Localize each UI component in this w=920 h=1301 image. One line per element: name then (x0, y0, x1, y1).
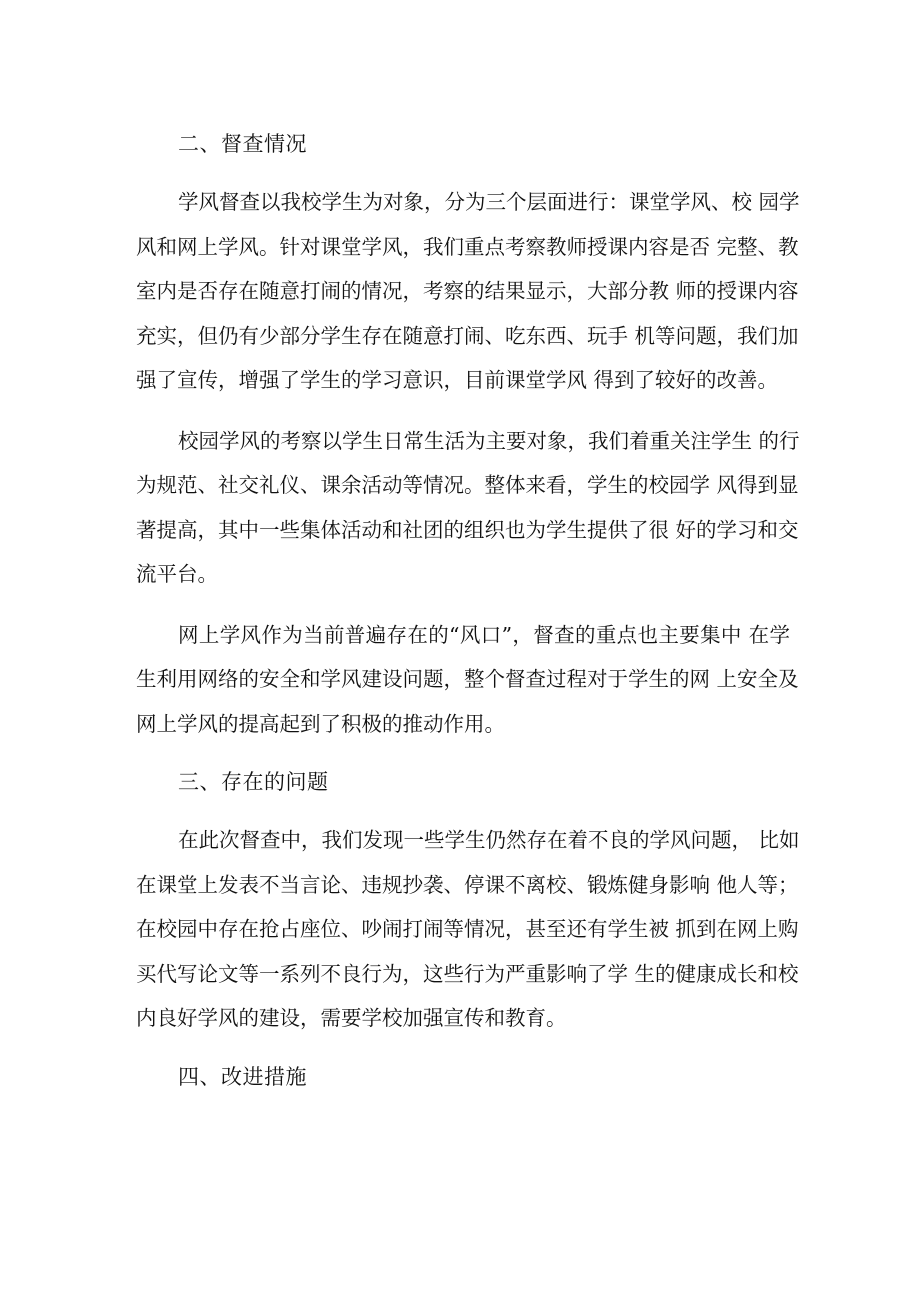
text-line: 著提高，其中一些集体活动和社团的组织也为学生提供了很 好的学习和交 (136, 517, 799, 542)
text-line: 网上学风的提高起到了积极的推动作用。 (136, 711, 505, 736)
section-heading-improvements: 四、改进措施 (178, 1064, 307, 1089)
text-line: 学风督查以我校学生为对象，分为三个层面进行：课堂学风、校 园学 (178, 190, 800, 214)
text-line: 流平台。 (136, 562, 218, 586)
document-body (136, 124, 800, 1113)
text-line: 在此次督查中，我们发现一些学生仍然存在着不良的学风问题， 比如 (178, 828, 800, 852)
text-line: 强了宣传，增强了学生的学习意识，目前课堂学风 得到了较好的改善。 (136, 368, 779, 392)
text-line: 充实，但仍有少部分学生存在随意打闹、吃东西、玩手 机等问题，我们加 (136, 323, 799, 348)
text-line: 买代写论文等一系列不良行为，这些行为严重影响了学 生的健康成长和校 (136, 961, 799, 986)
paragraph-campus-style (136, 419, 800, 597)
text-line: 在课堂上发表不当言论、违规抄袭、停课不离校、锻炼健身影响 他人等； (136, 872, 799, 897)
text-line: 室内是否存在随意打闹的情况，考察的结果显示，大部分教 师的授课内容 (136, 279, 799, 303)
text-line: 为规范、社交礼仪、课余活动等情况。整体来看，学生的校园学 风得到显 (136, 473, 799, 497)
text-line: 校园学风的考察以学生日常生活为主要对象，我们着重关注学生 的行 (178, 428, 800, 453)
paragraph-problems (136, 818, 800, 1041)
text-line: 内良好学风的建设，需要学校加强宣传和教育。 (136, 1006, 567, 1030)
section-heading-problems: 三、存在的问题 (178, 770, 329, 794)
section-heading-supervision: 二、督查情况 (178, 132, 307, 156)
paragraph-classroom-style (136, 180, 800, 403)
text-line: 生利用网络的安全和学风建设问题，整个督查过程对于学生的网 上安全及 (136, 667, 799, 691)
text-line: 在校园中存在抢占座位、吵闹打闹等情况，甚至还有学生被 抓到在网上购 (136, 917, 799, 941)
text-line: 风和网上学风。针对课堂学风，我们重点考察教师授课内容是否 完整、教 (136, 234, 799, 259)
paragraph-online-style (136, 613, 799, 747)
text-line: 网上学风作为当前普遍存在的“风口”，督查的重点也主要集中 在学 (178, 622, 790, 647)
